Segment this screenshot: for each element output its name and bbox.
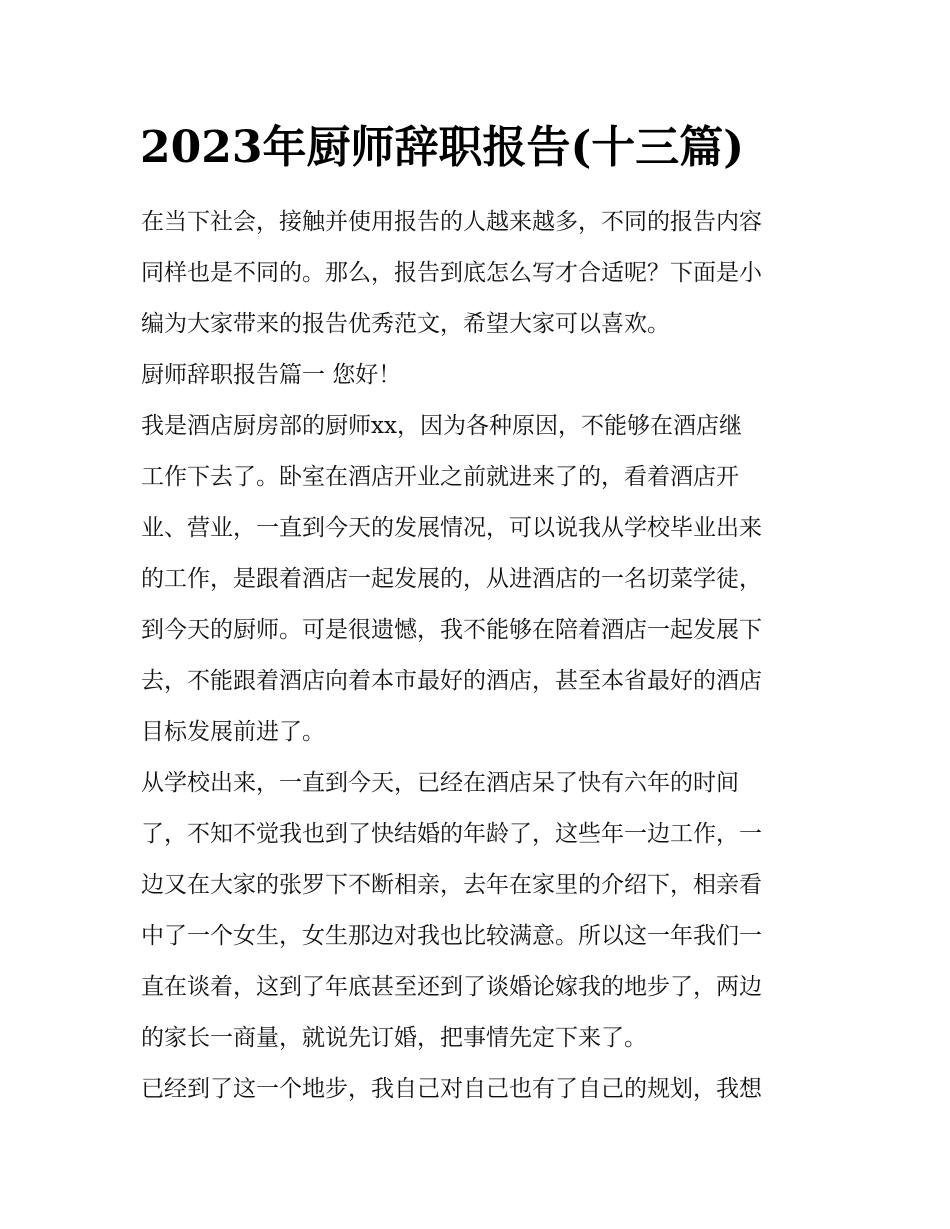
text-line: 直在谈着，这到了年底甚至还到了谈婚论嫁我的地步了，两边 (141, 974, 762, 1000)
text-line: 的工作，是跟着酒店一起发展的，从进酒店的一名切菜学徒， (141, 566, 762, 592)
text-line: 编为大家带来的报告优秀范文，希望大家可以喜欢。 (141, 311, 670, 337)
text-line: 同样也是不同的。那么，报告到底怎么写才合适呢？下面是小 (141, 260, 762, 286)
document-body (141, 197, 813, 1115)
text-line: 从学校出来，一直到今天，已经在酒店呆了快有六年的时间 (141, 770, 739, 796)
text-line: 我是酒店厨房部的厨师xx，因为各种原因，不能够在酒店继 (141, 413, 742, 439)
text-line: 边又在大家的张罗下不断相亲，去年在家里的介绍下，相亲看 (141, 872, 762, 898)
text-line: 中了一个女生，女生那边对我也比较满意。所以这一年我们一 (141, 923, 762, 949)
text-line: 在当下社会，接触并使用报告的人越来越多，不同的报告内容 (141, 209, 762, 235)
text-line: 目标发展前进了。 (141, 719, 325, 745)
document-title: 2023年厨师辞职报告(十三篇) (140, 122, 745, 173)
text-line: 已经到了这一个地步，我自己对自己也有了自己的规划，我想 (141, 1076, 762, 1102)
text-line: 了，不知不觉我也到了快结婚的年龄了，这些年一边工作，一 (141, 821, 762, 847)
text-line: 的家长一商量，就说先订婚，把事情先定下来了。 (141, 1025, 647, 1051)
text-line: 工作下去了。卧室在酒店开业之前就进来了的，看着酒店开 (141, 464, 739, 490)
text-line: 业、营业，一直到今天的发展情况，可以说我从学校毕业出来 (141, 515, 762, 541)
text-line: 到今天的厨师。可是很遗憾，我不能够在陪着酒店一起发展下 (141, 617, 762, 643)
section-heading-line: 厨师辞职报告篇一 您好！ (141, 362, 402, 388)
text-line: 去，不能跟着酒店向着本市最好的酒店，甚至本省最好的酒店 (141, 668, 762, 694)
